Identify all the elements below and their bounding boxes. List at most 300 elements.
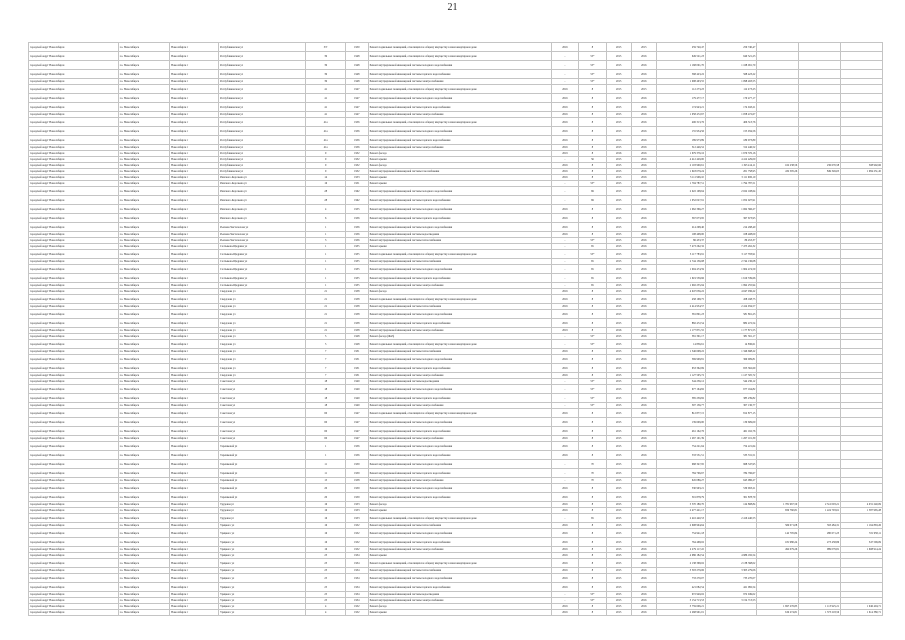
street-cell: Терешковой ул: [219, 469, 306, 478]
end-year-cell: 2016: [631, 610, 656, 616]
street-cell: Урицкого ул: [219, 538, 306, 547]
work-type-cell: Ремонт крыши: [368, 157, 551, 163]
settlement-cell: г.о. Новосибирск: [118, 559, 169, 568]
priority-cell: -: [551, 334, 579, 340]
criteria-cell: 65: [579, 265, 607, 274]
street-cell: Республиканская ул: [219, 94, 306, 103]
budget-2-cell: 1 113 925,21: [799, 604, 841, 610]
municipality-cell: городской округ Новосибирск: [29, 610, 119, 616]
build-year-cell: 1947: [345, 436, 368, 442]
table-row: [29, 85, 883, 94]
fund-cost-cell: 461 162,76: [705, 427, 756, 436]
budget-1-cell: [757, 427, 799, 436]
total-cost-cell: 458 168,75: [656, 295, 705, 304]
end-year-cell: 2016: [631, 574, 656, 583]
work-type-cell: Ремонт крыши: [368, 175, 551, 181]
settlement-cell: г.о. Новосибирск: [118, 568, 169, 574]
priority-cell: 2016: [551, 112, 579, 118]
budget-3-cell: 1 614 380,71: [841, 610, 883, 616]
start-year-cell: 2015: [606, 583, 631, 592]
build-year-cell: 1958: [345, 328, 368, 334]
start-year-cell: 2015: [606, 118, 631, 127]
locality-cell: Новосибирск г: [170, 103, 219, 112]
table-row: [29, 610, 883, 616]
budget-3-cell: [841, 295, 883, 304]
municipality-cell: городской округ Новосибирск: [29, 175, 119, 181]
budget-1-cell: [757, 118, 799, 127]
start-year-cell: 2015: [606, 214, 631, 223]
budget-3-cell: [841, 493, 883, 502]
fund-cost-cell: 533 531,51: [705, 451, 756, 460]
street-cell: Урицкого ул: [219, 568, 306, 574]
budget-3-cell: [841, 187, 883, 196]
total-cost-cell: 461 162,76: [656, 427, 705, 436]
budget-2-cell: 593 484,31: [799, 523, 841, 529]
start-year-cell: 2015: [606, 418, 631, 427]
total-cost-cell: 421 082,54: [656, 583, 705, 592]
budget-2-cell: [799, 355, 841, 364]
end-year-cell: 2016: [631, 151, 656, 157]
criteria-cell: 8: [579, 127, 607, 136]
start-year-cell: 2015: [606, 529, 631, 538]
municipality-cell: городской округ Новосибирск: [29, 289, 119, 295]
house-number-cell: 7: [306, 355, 345, 364]
end-year-cell: 2016: [631, 604, 656, 610]
work-type-cell: Ремонт подвальных помещений, относящихся к общему имуществу в многоквартирном доме: [368, 250, 551, 259]
locality-cell: Новосибирск г: [170, 163, 219, 169]
build-year-cell: 1953: [345, 514, 368, 523]
total-cost-cell: 677 164,82: [656, 385, 705, 394]
work-type-cell: Ремонт подвальных помещений, относящихся к общему имуществу в многоквартирном доме: [368, 340, 551, 349]
street-cell: Свердлова ул: [219, 289, 306, 295]
start-year-cell: 2015: [606, 364, 631, 373]
budget-2-cell: [799, 196, 841, 205]
budget-1-cell: [757, 205, 799, 214]
criteria-cell: 8: [579, 442, 607, 451]
start-year-cell: 2015: [606, 478, 631, 484]
municipality-cell: городской округ Новосибирск: [29, 283, 119, 289]
municipality-cell: городской округ Новосибирск: [29, 394, 119, 403]
settlement-cell: г.о. Новосибирск: [118, 508, 169, 514]
municipality-cell: городской округ Новосибирск: [29, 259, 119, 265]
table-row: [29, 127, 883, 136]
budget-1-cell: [757, 196, 799, 205]
municipality-cell: городской округ Новосибирск: [29, 85, 119, 94]
criteria-cell: 8: [579, 559, 607, 568]
locality-cell: Новосибирск г: [170, 79, 219, 85]
locality-cell: Новосибирск г: [170, 157, 219, 163]
priority-cell: 2016: [551, 610, 579, 616]
house-number-cell: 28: [306, 196, 345, 205]
budget-3-cell: 1 946 404,71: [841, 604, 883, 610]
criteria-cell: 8: [579, 169, 607, 175]
budget-1-cell: [757, 250, 799, 259]
house-number-cell: 18: [306, 394, 345, 403]
fund-cost-cell: 3 117 783,91: [705, 250, 756, 259]
fund-cost-cell: 649 521,23: [705, 52, 756, 61]
total-cost-cell: 1 127 505,72: [656, 373, 705, 379]
house-number-cell: 16: [306, 523, 345, 529]
budget-1-cell: [757, 418, 799, 427]
priority-cell: 2016: [551, 232, 579, 238]
fund-cost-cell: 1 058 472,67: [705, 112, 756, 118]
settlement-cell: г.о. Новосибирск: [118, 514, 169, 523]
street-cell: Свердлова ул: [219, 304, 306, 310]
budget-1-cell: [757, 295, 799, 304]
budget-2-cell: [799, 385, 841, 394]
total-cost-cell: 1 794 787,51: [656, 181, 705, 187]
settlement-cell: г.о. Новосибирск: [118, 283, 169, 289]
settlement-cell: г.о. Новосибирск: [118, 157, 169, 163]
build-year-cell: 1956: [345, 451, 368, 460]
priority-cell: 2016: [551, 103, 579, 112]
house-number-cell: 16: [306, 514, 345, 523]
priority-cell: -: [551, 259, 579, 265]
budget-2-cell: [799, 274, 841, 283]
priority-cell: 2019: [551, 151, 579, 157]
municipality-cell: городской округ Новосибирск: [29, 118, 119, 127]
table-row: [29, 94, 883, 103]
work-type-cell: Ремонт внутридомовой инженерной системы холодного водоснабжения: [368, 61, 551, 70]
fund-cost-cell: 7 473 262,32: [705, 244, 756, 250]
locality-cell: Новосибирск г: [170, 394, 219, 403]
settlement-cell: г.о. Новосибирск: [118, 310, 169, 319]
settlement-cell: г.о. Новосибирск: [118, 553, 169, 559]
locality-cell: Новосибирск г: [170, 598, 219, 604]
street-cell: Свердлова ул: [219, 295, 306, 304]
street-cell: Терешковой ул: [219, 442, 306, 451]
table-row: [29, 469, 883, 478]
locality-cell: Новосибирск г: [170, 385, 219, 394]
build-year-cell: 1932: [345, 157, 368, 163]
priority-cell: 2016: [551, 175, 579, 181]
table-row: [29, 214, 883, 223]
settlement-cell: г.о. Новосибирск: [118, 181, 169, 187]
end-year-cell: 2016: [631, 187, 656, 196]
table-row: [29, 442, 883, 451]
build-year-cell: 1935: [345, 259, 368, 265]
municipality-cell: городской округ Новосибирск: [29, 319, 119, 328]
criteria-cell: 8: [579, 151, 607, 157]
total-cost-cell: 1 058 472,67: [656, 112, 705, 118]
start-year-cell: 2015: [606, 250, 631, 259]
locality-cell: Новосибирск г: [170, 373, 219, 379]
fund-cost-cell: 312 446,52: [705, 145, 756, 151]
end-year-cell: 2016: [631, 250, 656, 259]
work-type-cell: Ремонт подвальных помещений, относящихся к общему имуществу в многоквартирном доме: [368, 514, 551, 523]
locality-cell: Новосибирск г: [170, 259, 219, 265]
build-year-cell: 1958: [345, 319, 368, 328]
fund-cost-cell: 139 609,00: [705, 418, 756, 427]
build-year-cell: 1949: [345, 403, 368, 409]
house-number-cell: 39: [306, 70, 345, 79]
locality-cell: Новосибирск г: [170, 265, 219, 274]
total-cost-cell: 5 570 180,70: [656, 502, 705, 508]
criteria-cell: 8: [579, 136, 607, 145]
municipality-cell: городской округ Новосибирск: [29, 508, 119, 514]
street-cell: Свердлова ул: [219, 319, 306, 328]
budget-2-cell: 849 349,05: [799, 169, 841, 175]
end-year-cell: 2016: [631, 418, 656, 427]
priority-cell: 2016: [551, 94, 579, 103]
street-cell: Свердлова ул: [219, 310, 306, 319]
table-row: [29, 52, 883, 61]
work-type-cell: Ремонт внутридомовой инженерной системы горячего водоснабжения: [368, 214, 551, 223]
criteria-cell: 8: [579, 604, 607, 610]
house-number-cell: 16: [306, 547, 345, 553]
budget-2-cell: [799, 484, 841, 493]
house-number-cell: 4: [306, 610, 345, 616]
work-type-cell: Ремонт внутридомовой инженерной системы холодного водоснабжения: [368, 205, 551, 214]
total-cost-cell: 385 239,82: [656, 394, 705, 403]
settlement-cell: г.о. Новосибирск: [118, 151, 169, 157]
house-number-cell: 23: [306, 553, 345, 559]
budget-1-cell: [757, 85, 799, 94]
fund-cost-cell: 124 808,84: [705, 502, 756, 508]
house-number-cell: 41а: [306, 136, 345, 145]
settlement-cell: г.о. Новосибирск: [118, 304, 169, 310]
house-number-cell: 6: [306, 214, 345, 223]
budget-3-cell: [841, 136, 883, 145]
priority-cell: -: [551, 274, 579, 283]
budget-3-cell: [841, 310, 883, 319]
settlement-cell: г.о. Новосибирск: [118, 163, 169, 169]
total-cost-cell: 2 414 934,57: [656, 304, 705, 310]
locality-cell: Новосибирск г: [170, 592, 219, 598]
criteria-cell: 8: [579, 103, 607, 112]
locality-cell: Новосибирск г: [170, 349, 219, 355]
criteria-cell: 8: [579, 289, 607, 295]
municipality-cell: городской округ Новосибирск: [29, 196, 119, 205]
table-row: [29, 364, 883, 373]
locality-cell: Новосибирск г: [170, 205, 219, 214]
budget-1-cell: [757, 514, 799, 523]
start-year-cell: 2015: [606, 598, 631, 604]
house-number-cell: 14: [306, 175, 345, 181]
build-year-cell: 1956: [345, 232, 368, 238]
municipality-cell: городской округ Новосибирск: [29, 127, 119, 136]
start-year-cell: 2015: [606, 559, 631, 568]
criteria-cell: 70: [579, 478, 607, 484]
municipality-cell: городской округ Новосибирск: [29, 223, 119, 232]
priority-cell: 2016: [551, 568, 579, 574]
budget-1-cell: [757, 43, 799, 52]
build-year-cell: 1932: [345, 169, 368, 175]
budget-1-cell: 659 760,81: [757, 508, 799, 514]
build-year-cell: 1953: [345, 508, 368, 514]
priority-cell: 2016: [551, 451, 579, 460]
end-year-cell: 2016: [631, 232, 656, 238]
settlement-cell: г.о. Новосибирск: [118, 196, 169, 205]
start-year-cell: 2015: [606, 136, 631, 145]
budget-1-cell: [757, 103, 799, 112]
build-year-cell: 1952: [345, 523, 368, 529]
locality-cell: Новосибирск г: [170, 319, 219, 328]
house-number-cell: 11: [306, 469, 345, 478]
budget-3-cell: 331 958,11: [841, 529, 883, 538]
budget-2-cell: [799, 214, 841, 223]
total-cost-cell: 259 740,47: [656, 43, 705, 52]
work-type-cell: Ремонт внутридомовой инженерной системы холодного водоснабжения: [368, 223, 551, 232]
table-row: [29, 223, 883, 232]
budget-2-cell: [799, 559, 841, 568]
start-year-cell: 2015: [606, 85, 631, 94]
budget-3-cell: [841, 85, 883, 94]
start-year-cell: 2015: [606, 349, 631, 355]
end-year-cell: 2016: [631, 385, 656, 394]
work-type-cell: Ремонт внутридомовой инженерной системы холодного водоснабжения: [368, 94, 551, 103]
settlement-cell: г.о. Новосибирск: [118, 214, 169, 223]
criteria-cell: 8: [579, 349, 607, 355]
locality-cell: Новосибирск г: [170, 364, 219, 373]
municipality-cell: городской округ Новосибирск: [29, 514, 119, 523]
municipality-cell: городской округ Новосибирск: [29, 52, 119, 61]
house-number-cell: 7: [306, 364, 345, 373]
priority-cell: 2016: [551, 295, 579, 304]
total-cost-cell: 3 154 713,53: [656, 598, 705, 604]
total-cost-cell: 1 618 079,24: [656, 169, 705, 175]
municipality-cell: городской округ Новосибирск: [29, 568, 119, 574]
end-year-cell: 2016: [631, 163, 656, 169]
municipality-cell: городской округ Новосибирск: [29, 79, 119, 85]
settlement-cell: г.о. Новосибирск: [118, 349, 169, 355]
locality-cell: Новосибирск г: [170, 610, 219, 616]
budget-3-cell: [841, 214, 883, 223]
locality-cell: Новосибирск г: [170, 469, 219, 478]
budget-2-cell: [799, 364, 841, 373]
criteria-cell: 8: [579, 214, 607, 223]
build-year-cell: 1928: [345, 334, 368, 340]
settlement-cell: г.о. Новосибирск: [118, 238, 169, 244]
house-number-cell: 3: [306, 238, 345, 244]
start-year-cell: 2015: [606, 70, 631, 79]
end-year-cell: 2016: [631, 157, 656, 163]
street-cell: Республиканская ул: [219, 79, 306, 85]
end-year-cell: 2016: [631, 319, 656, 328]
street-cell: Республиканская ул: [219, 136, 306, 145]
build-year-cell: 1949: [345, 394, 368, 403]
house-number-cell: 15: [306, 478, 345, 484]
priority-cell: 2016: [551, 418, 579, 427]
end-year-cell: 2016: [631, 409, 656, 418]
street-cell: Урицкого ул: [219, 598, 306, 604]
start-year-cell: 2015: [606, 169, 631, 175]
street-cell: Урицкого ул: [219, 529, 306, 538]
locality-cell: Новосибирск г: [170, 355, 219, 364]
municipality-cell: городской округ Новосибирск: [29, 181, 119, 187]
end-year-cell: 2016: [631, 334, 656, 340]
start-year-cell: 2015: [606, 334, 631, 340]
criteria-cell: 55*: [579, 79, 607, 85]
priority-cell: 2016: [551, 163, 579, 169]
budget-2-cell: [799, 205, 841, 214]
end-year-cell: 2016: [631, 238, 656, 244]
total-cost-cell: 174 943,21: [656, 103, 705, 112]
start-year-cell: 2015: [606, 304, 631, 310]
table-row: [29, 103, 883, 112]
settlement-cell: г.о. Новосибирск: [118, 79, 169, 85]
settlement-cell: г.о. Новосибирск: [118, 103, 169, 112]
settlement-cell: г.о. Новосибирск: [118, 127, 169, 136]
house-number-cell: 21: [306, 328, 345, 334]
build-year-cell: 1956: [345, 223, 368, 232]
fund-cost-cell: 1 168 091,70: [705, 61, 756, 70]
house-number-cell: 39: [306, 79, 345, 85]
total-cost-cell: 3 111 906,10: [656, 175, 705, 181]
settlement-cell: г.о. Новосибирск: [118, 484, 169, 493]
start-year-cell: 2015: [606, 289, 631, 295]
start-year-cell: 2015: [606, 523, 631, 529]
locality-cell: Новосибирск г: [170, 451, 219, 460]
work-type-cell: Ремонт фасада: [368, 151, 551, 157]
budget-2-cell: [799, 442, 841, 451]
build-year-cell: 1956: [345, 145, 368, 151]
start-year-cell: 2015: [606, 469, 631, 478]
settlement-cell: г.о. Новосибирск: [118, 355, 169, 364]
start-year-cell: 2015: [606, 103, 631, 112]
locality-cell: Новосибирск г: [170, 403, 219, 409]
municipality-cell: городской округ Новосибирск: [29, 418, 119, 427]
end-year-cell: 2016: [631, 598, 656, 604]
municipality-cell: городской округ Новосибирск: [29, 103, 119, 112]
start-year-cell: 2015: [606, 610, 631, 616]
budget-1-cell: [757, 442, 799, 451]
budget-2-cell: 1 373 218,56: [799, 610, 841, 616]
build-year-cell: 1935: [345, 265, 368, 274]
table-row: [29, 451, 883, 460]
total-cost-cell: 1 346 698,22: [656, 349, 705, 355]
criteria-cell: 55*: [579, 598, 607, 604]
house-number-cell: 28: [306, 187, 345, 196]
criteria-cell: 55*: [579, 52, 607, 61]
municipality-cell: городской округ Новосибирск: [29, 451, 119, 460]
priority-cell: 2016: [551, 442, 579, 451]
street-cell: Свердлова ул: [219, 355, 306, 364]
work-type-cell: Ремонт внутридомовой инженерной системы горячего водоснабжения: [368, 70, 551, 79]
build-year-cell: 1956: [345, 136, 368, 145]
build-year-cell: 1949: [345, 379, 368, 385]
end-year-cell: 2016: [631, 478, 656, 484]
end-year-cell: 2016: [631, 493, 656, 502]
settlement-cell: г.о. Новосибирск: [118, 232, 169, 238]
fund-cost-cell: 214 298,40: [705, 223, 756, 232]
municipality-cell: городской округ Новосибирск: [29, 94, 119, 103]
locality-cell: Новосибирск г: [170, 232, 219, 238]
budget-3-cell: [841, 43, 883, 52]
work-type-cell: Ремонт внутридомовой инженерной системы холодного водоснабжения: [368, 187, 551, 196]
end-year-cell: 2016: [631, 394, 656, 403]
start-year-cell: 2015: [606, 295, 631, 304]
end-year-cell: 2016: [631, 349, 656, 355]
locality-cell: Новосибирск г: [170, 379, 219, 385]
municipality-cell: городской округ Новосибирск: [29, 427, 119, 436]
build-year-cell: 1935: [345, 250, 368, 259]
build-year-cell: 1932: [345, 163, 368, 169]
table-row: [29, 559, 883, 568]
street-cell: Салтыкова-Щедрина ул: [219, 274, 306, 283]
budget-2-cell: 236 676,58: [799, 163, 841, 169]
fund-cost-cell: 2 138 368,02: [705, 559, 756, 568]
criteria-cell: 65: [579, 283, 607, 289]
street-cell: Урицкого ул: [219, 592, 306, 598]
table-row: [29, 574, 883, 583]
street-cell: Салтыкова-Щедрина ул: [219, 259, 306, 265]
total-cost-cell: 544 236,12: [656, 379, 705, 385]
end-year-cell: 2015: [631, 43, 656, 52]
fund-cost-cell: 3 303 279,06: [705, 568, 756, 574]
budget-1-cell: [757, 61, 799, 70]
locality-cell: Новосибирск г: [170, 334, 219, 340]
